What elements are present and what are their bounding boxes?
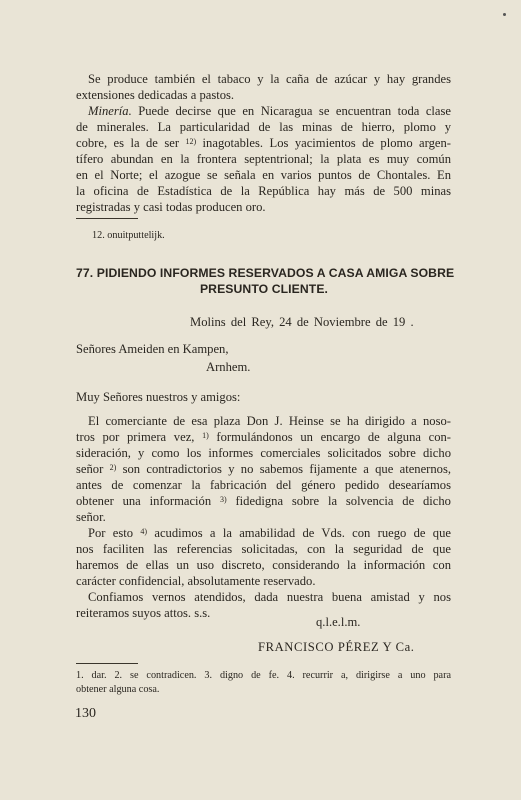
footnote-ref-4: 4) [140,527,148,536]
letter-p2-line-2: nos faciliten las referencias solicitadas, con la seguridad de que [76,542,451,556]
letter-addressee-line-1: Señores Ameiden en Kampen, [76,342,229,356]
mineria-line-7: registradas y casi todas producen oro. [76,200,266,214]
letter-paragraph-1 [76,413,451,525]
letter-p1-line-5: antes de comenzar la fabricación del género pedido desearíamos [76,478,451,492]
letter-p3-line-2: reiteramos suyos attos. s.s. [76,606,211,620]
letter-p3-line-1: Confiamos vernos atendidos, dada nuestra buena amistad y nos [88,590,451,604]
letter-signature: FRANCISCO PÉREZ Y Ca. [258,640,415,654]
letter-p2-line-1b: acudimos a la amabilidad de Vds. con ruego de que [147,526,451,540]
footnote-separator-2 [76,663,138,664]
letter-date: Molins del Rey, 24 de Noviembre de 19 . [190,315,414,329]
letter-p2-line-3: haremos de ellas un uso discreto, considerando la información con [76,558,451,572]
mineria-line-4: tífero abundan en la frontera septentrional; la plata es muy común [76,152,451,166]
page-speck [503,13,506,16]
letter-p1-line-4a: señor [76,462,110,476]
mineria-line-2: de minerales. La particularidad de las minas de hierro, plomo y [76,120,451,134]
letter-addressee-line-2: Arnhem. [206,360,251,374]
letter-paragraph-2 [76,525,451,589]
mineria-line-3b: inagotables. Los yacimientos de plomo argen- [196,136,451,150]
mineria-line-5: en el Norte; el azogue se señala en varios puntos de Chontales. En [76,168,451,182]
mineria-label: Minería. [88,104,132,118]
letter-closing: q.l.e.l.m. [316,615,361,629]
letter-paragraph-3 [76,589,451,621]
footnote-list [76,669,451,697]
footnote-ref-2: 2) [109,463,117,472]
footnote-12: 12. onuitputtelijk. [92,230,165,241]
mineria-paragraph [76,103,451,215]
letter-p2-line-1a: Por esto [88,526,141,540]
letter-p1-line-7: señor. [76,510,106,524]
section-heading-line-2: PRESUNTO CLIENTE. [199,282,329,296]
section-heading-line-1: 77. PIDIENDO INFORMES RESERVADOS A CASA AMIGA SOBRE [76,266,455,280]
mineria-line-6: la oficina de Estadística de la República hay más de 500 minas [76,184,451,198]
letter-p2-line-4: carácter confidencial, absolutamente reservado. [76,574,316,588]
footnote-list-line-2: obtener alguna cosa. [76,684,160,695]
letter-p1-line-1: El comerciante de esa plaza Don J. Heinse se ha dirigido a noso- [88,414,451,428]
footnote-ref-1: 1) [202,431,209,440]
letter-p1-line-3: sideración, y como los informes comerciales solicitados sobre dicho [76,446,451,460]
letter-p1-line-4b: son contradictorios y no sabemos fijamente a que atenernos, [116,462,452,476]
footnote-ref-3: 3) [219,495,227,504]
intro-line-2: extensiones dedicadas a pastos. [76,88,235,102]
footnote-separator-1 [76,218,138,219]
letter-p1-line-2b: formulándonos un encargo de alguna con- [208,430,451,444]
footnote-ref-12: 12) [185,137,197,146]
mineria-line-1: Puede decirse que en Nicaragua se encuentran toda clase [131,104,451,118]
intro-paragraph [76,71,451,103]
letter-p1-line-6a: obtener una información [76,494,220,508]
intro-line-1: Se produce también el tabaco y la caña de azúcar y hay grandes [88,72,451,86]
mineria-line-3a: cobre, es la de ser [76,136,186,150]
letter-p1-line-2a: tros por primera vez, [76,430,203,444]
letter-salutation: Muy Señores nuestros y amigos: [76,390,241,404]
page-number: 130 [75,706,96,721]
letter-p1-line-6b: fidedigna sobre la solvencia de dicho [226,494,451,508]
footnote-list-line-1: 1. dar. 2. se contradicen. 3. digno de fe. 4. recurrir a, dirigirse a uno para [76,670,451,681]
